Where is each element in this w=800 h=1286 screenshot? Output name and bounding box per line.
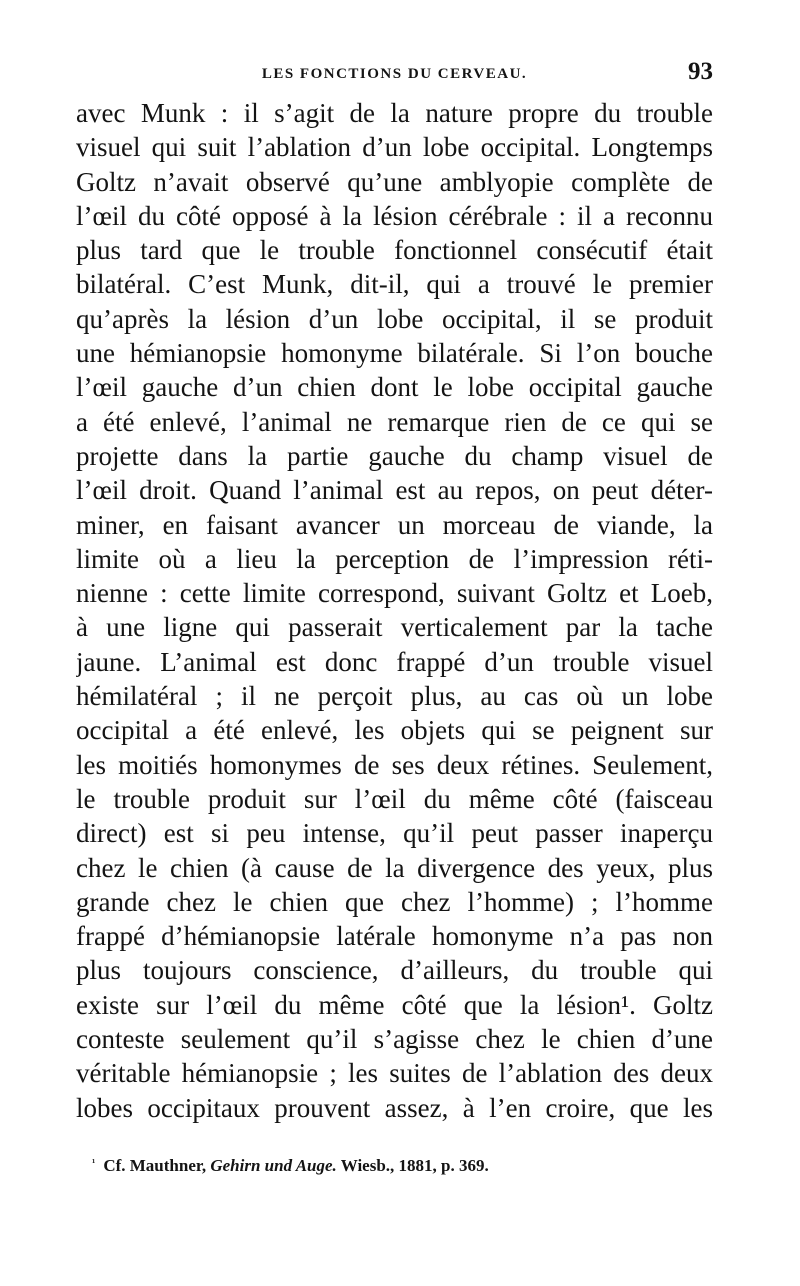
- running-head: [76, 58, 713, 92]
- footnote-marker: ¹: [92, 1157, 96, 1169]
- text-line: plus toujours conscience, d’ailleurs, du trouble qui: [76, 955, 713, 986]
- text-line: l’œil gauche d’un chien dont le lobe occipital gauche: [76, 372, 713, 403]
- text-line: jaune. L’animal est donc frappé d’un trouble visuel: [76, 646, 713, 677]
- text-line: plus tard que le trouble fonctionnel consécutif était: [76, 235, 713, 266]
- text-line: véritable hémianopsie ; les suites de l’ablation des deux: [76, 1058, 713, 1089]
- text-line: qu’après la lésion d’un lobe occipital, il se produit: [76, 303, 713, 334]
- text-line: a été enlevé, l’animal ne remarque rien de ce qui se: [76, 406, 713, 437]
- text-line: conteste seulement qu’il s’agisse chez le chien d’une: [76, 1024, 713, 1055]
- footnote-prefix: Cf. Mauthner,: [103, 1156, 207, 1175]
- text-line: limite où a lieu la perception de l’impression réti-: [76, 543, 713, 574]
- text-line: miner, en faisant avancer un morceau de viande, la: [76, 509, 713, 540]
- page-number: 93: [688, 58, 713, 85]
- text-line: l’œil droit. Quand l’animal est au repos, on peut déter-: [76, 475, 713, 506]
- text-line: avec Munk : il s’agit de la nature propre du trouble: [76, 98, 713, 128]
- text-line: lobes occipitaux prouvent assez, à l’en croire, que les: [76, 1092, 713, 1123]
- text-line: existe sur l’œil du même côté que la lésion¹. Goltz: [76, 989, 713, 1020]
- text-line: frappé d’hémianopsie latérale homonyme n’a pas non: [76, 921, 713, 952]
- text-line: hémilatéral ; il ne perçoit plus, au cas où un lobe: [76, 681, 713, 712]
- text-line: projette dans la partie gauche du champ visuel de: [76, 440, 713, 471]
- text-line: chez le chien (à cause de la divergence des yeux, plus: [76, 852, 713, 883]
- text-line: nienne : cette limite correspond, suivant Goltz et Loeb,: [76, 578, 713, 609]
- text-line: une hémianopsie homonyme bilatérale. Si l’on bouche: [76, 338, 713, 369]
- text-line: visuel qui suit l’ablation d’un lobe occipital. Longtemps: [76, 132, 713, 163]
- footnote-suffix: Wiesb., 1881, p. 369.: [340, 1156, 489, 1175]
- footnote: [92, 1156, 489, 1176]
- text-line: les moitiés homonymes de ses deux rétines. Seulement,: [76, 749, 713, 780]
- text-line: à une ligne qui passerait verticalement par la tache: [76, 612, 713, 643]
- text-line: bilatéral. C’est Munk, dit-il, qui a trouvé le premier: [76, 269, 713, 300]
- text-line: occipital a été enlevé, les objets qui se peignent sur: [76, 715, 713, 746]
- body-text: [76, 96, 713, 1125]
- text-line: direct) est si peu intense, qu’il peut passer inaperçu: [76, 818, 713, 849]
- text-line: grande chez le chien que chez l’homme) ; l’homme: [76, 886, 713, 917]
- running-title: LES FONCTIONS DU CERVEAU.: [261, 66, 528, 82]
- text-line: le trouble produit sur l’œil du même côté (faisceau: [76, 783, 713, 814]
- text-line: l’œil du côté opposé à la lésion cérébrale : il a reconnu: [76, 200, 713, 231]
- footnote-book-title: Gehirn und Auge.: [210, 1156, 337, 1175]
- text-line: Goltz n’avait observé qu’une amblyopie complète de: [76, 166, 713, 197]
